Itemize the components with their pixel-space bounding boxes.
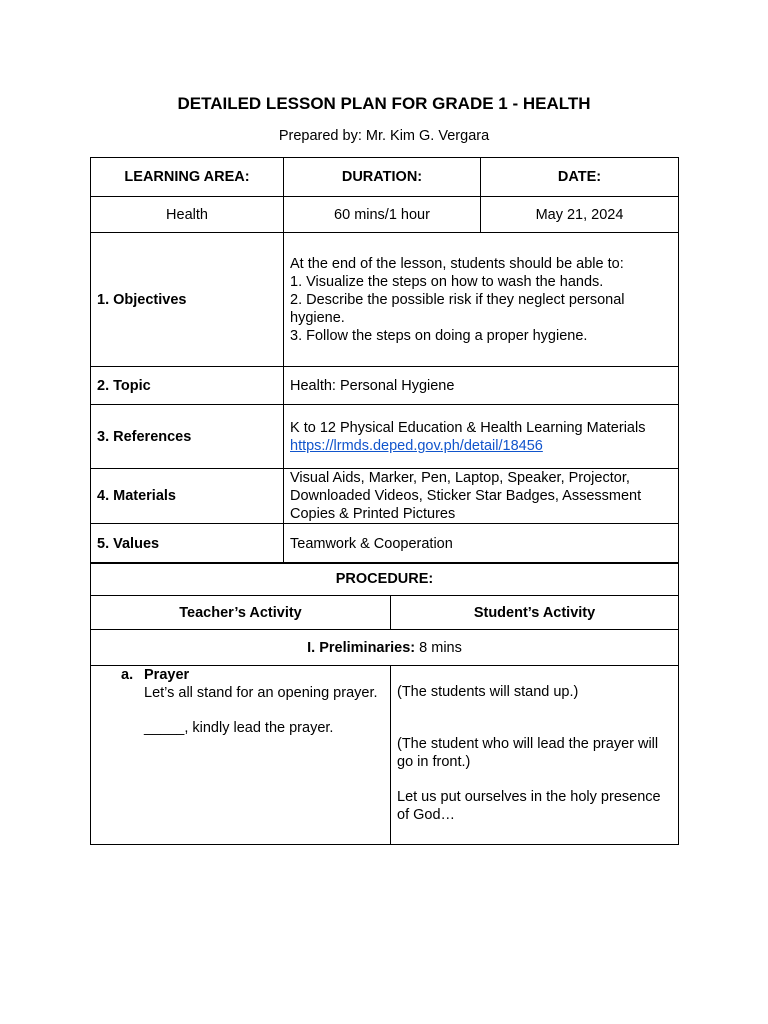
materials-label: 4. Materials (91, 469, 284, 524)
prepared-by-label: Prepared by: (278, 128, 362, 144)
student-line: Let us put ourselves in the holy presence of God… (397, 789, 661, 823)
materials-value: Visual Aids, Marker, Pen, Laptop, Speaker, Projector, Downloaded Videos, Sticker Star Badges, Assessment Copies & Printed Pictures (284, 469, 679, 524)
references-value: K to 12 Physical Education & Health Learning Materials (290, 419, 646, 436)
student-line: (The student who will lead the prayer will go in front.) (397, 736, 659, 770)
learning-area-value: Health (91, 197, 284, 233)
header-table (90, 157, 679, 233)
references-content (284, 405, 679, 469)
objective-item: 1. Visualize the steps on how to wash the hands. (290, 273, 604, 290)
references-row (91, 405, 679, 469)
values-row (91, 524, 679, 564)
references-label: 3. References (91, 405, 284, 469)
objectives-content (284, 233, 679, 367)
prepared-by-name: Mr. Kim G. Vergara (365, 128, 490, 144)
references-link[interactable]: https://lrmds.deped.gov.ph/detail/18456 (290, 437, 543, 454)
objectives-label: 1. Objectives (91, 233, 284, 367)
prayer-heading: Prayer (144, 667, 190, 683)
teacher-activity-header: Teacher’s Activity (91, 596, 391, 630)
topic-row (91, 367, 679, 405)
date-value: May 21, 2024 (481, 197, 679, 233)
prayer-student-cell (391, 666, 679, 845)
objectives-row (91, 233, 679, 367)
preliminaries-time: 8 mins (419, 639, 462, 656)
duration-value: 60 mins/1 hour (284, 197, 481, 233)
prayer-marker: a. (121, 667, 134, 683)
student-activity-header: Student’s Activity (391, 596, 679, 630)
duration-label: DURATION: (284, 158, 481, 197)
procedure-heading: PROCEDURE: (91, 563, 679, 596)
document-title: DETAILED LESSON PLAN FOR GRADE 1 - HEALTH (177, 94, 591, 113)
prayer-teacher-cell (91, 666, 391, 845)
materials-row (91, 469, 679, 524)
student-line: (The students will stand up.) (397, 684, 579, 700)
topic-label: 2. Topic (91, 367, 284, 405)
teacher-line: _____, kindly lead the prayer. (144, 720, 334, 736)
objective-item: 2. Describe the possible risk if they neglect personal hygiene. (290, 291, 625, 326)
prayer-row (91, 666, 679, 845)
date-label: DATE: (481, 158, 679, 197)
details-table (90, 232, 679, 564)
teacher-line: Let’s all stand for an opening prayer. (144, 685, 378, 701)
topic-value: Health: Personal Hygiene (284, 367, 679, 405)
learning-area-label: LEARNING AREA: (91, 158, 284, 197)
objective-item: 3. Follow the steps on doing a proper hygiene. (290, 327, 588, 344)
preliminaries-label: I. Preliminaries: (307, 639, 416, 656)
objectives-intro: At the end of the lesson, students should be able to: (290, 255, 624, 272)
preliminaries-heading (91, 630, 679, 666)
values-label: 5. Values (91, 524, 284, 564)
values-value: Teamwork & Cooperation (284, 524, 679, 564)
prepared-by (0, 128, 768, 144)
procedure-table (90, 562, 679, 845)
